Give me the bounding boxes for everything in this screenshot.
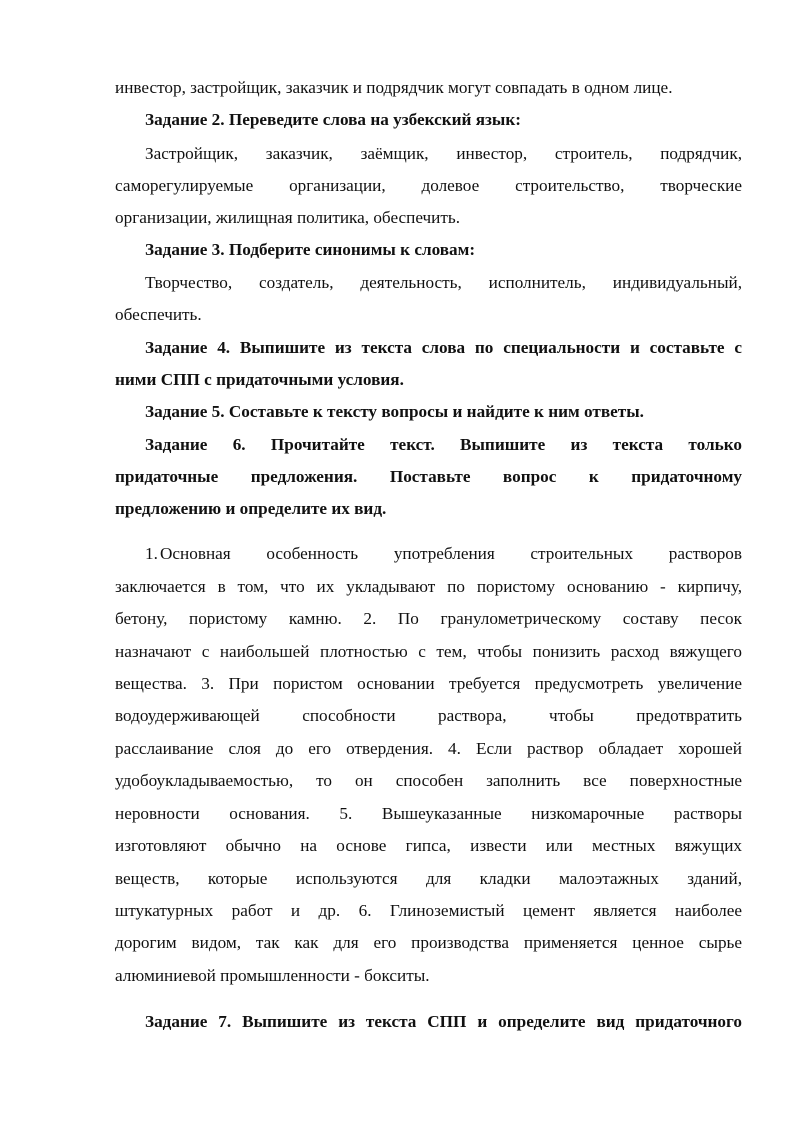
- text-line: назначают с наибольшей плотностью с тем, чтобы понизить расход вяжущего: [115, 642, 742, 661]
- text-line: обеспечить.: [115, 305, 202, 324]
- text-line: Застройщик, заказчик, заёмщик, инвестор, строитель, подрядчик,: [145, 144, 742, 163]
- text-line: Основная особенность употребления строительных растворов: [160, 544, 742, 563]
- text-line: удобоукладываемостью, то он способен заполнить все поверхностные: [115, 771, 742, 790]
- task-heading: Задание 2. Переведите слова на узбекский язык:: [145, 110, 521, 129]
- task-heading: придаточные предложения. Поставьте вопрос к придаточному: [115, 467, 742, 486]
- text-line: неровности основания. 5. Вышеуказанные низкомарочные растворы: [115, 804, 742, 823]
- text-line: алюминиевой промышленности - бокситы.: [115, 966, 430, 985]
- text-line: инвестор, застройщик, заказчик и подрядчик могут совпадать в одном лице.: [115, 78, 673, 97]
- task-heading: Задание 6. Прочитайте текст. Выпишите из текста только: [145, 435, 742, 454]
- text-line: вещества. 3. При пористом основании требуется предусмотреть увеличение: [115, 674, 742, 693]
- text-line: изготовляют обычно на основе гипса, извести или местных вяжущих: [115, 836, 742, 855]
- task-heading: предложению и определите их вид.: [115, 499, 387, 518]
- text-line: заключается в том, что их укладывают по пористому основанию - кирпичу,: [115, 577, 742, 596]
- task-heading: Задание 3. Подберите синонимы к словам:: [145, 240, 476, 259]
- task-heading: Задание 7. Выпишите из текста СПП и определите вид придаточного: [145, 1012, 742, 1031]
- text-line: веществ, которые используются для кладки малоэтажных зданий,: [115, 869, 742, 888]
- text-line: бетону, пористому камню. 2. По гранулометрическому составу песок: [115, 609, 742, 628]
- list-number: 1.: [145, 544, 158, 563]
- task-heading: Задание 5. Составьте к тексту вопросы и найдите к ним ответы.: [145, 402, 644, 421]
- text-line: Творчество, создатель, деятельность, исполнитель, индивидуальный,: [145, 273, 742, 292]
- text-line: организации, жилищная политика, обеспечить.: [115, 208, 461, 227]
- text-line: штукатурных работ и др. 6. Глиноземистый цемент является наиболее: [115, 901, 742, 920]
- text-line: дорогим видом, так как для его производства применяется ценное сырье: [115, 933, 742, 952]
- task-heading: Задание 4. Выпишите из текста слова по специальности и составьте с: [145, 338, 742, 357]
- task-heading: ними СПП с придаточными условия.: [115, 370, 404, 389]
- text-line: саморегулируемые организации, долевое строительство, творческие: [115, 176, 742, 195]
- text-line: расслаивание слоя до его отвердения. 4. Если раствор обладает хорошей: [115, 739, 742, 758]
- text-line: водоудерживающей способности раствора, чтобы предотвратить: [115, 706, 742, 725]
